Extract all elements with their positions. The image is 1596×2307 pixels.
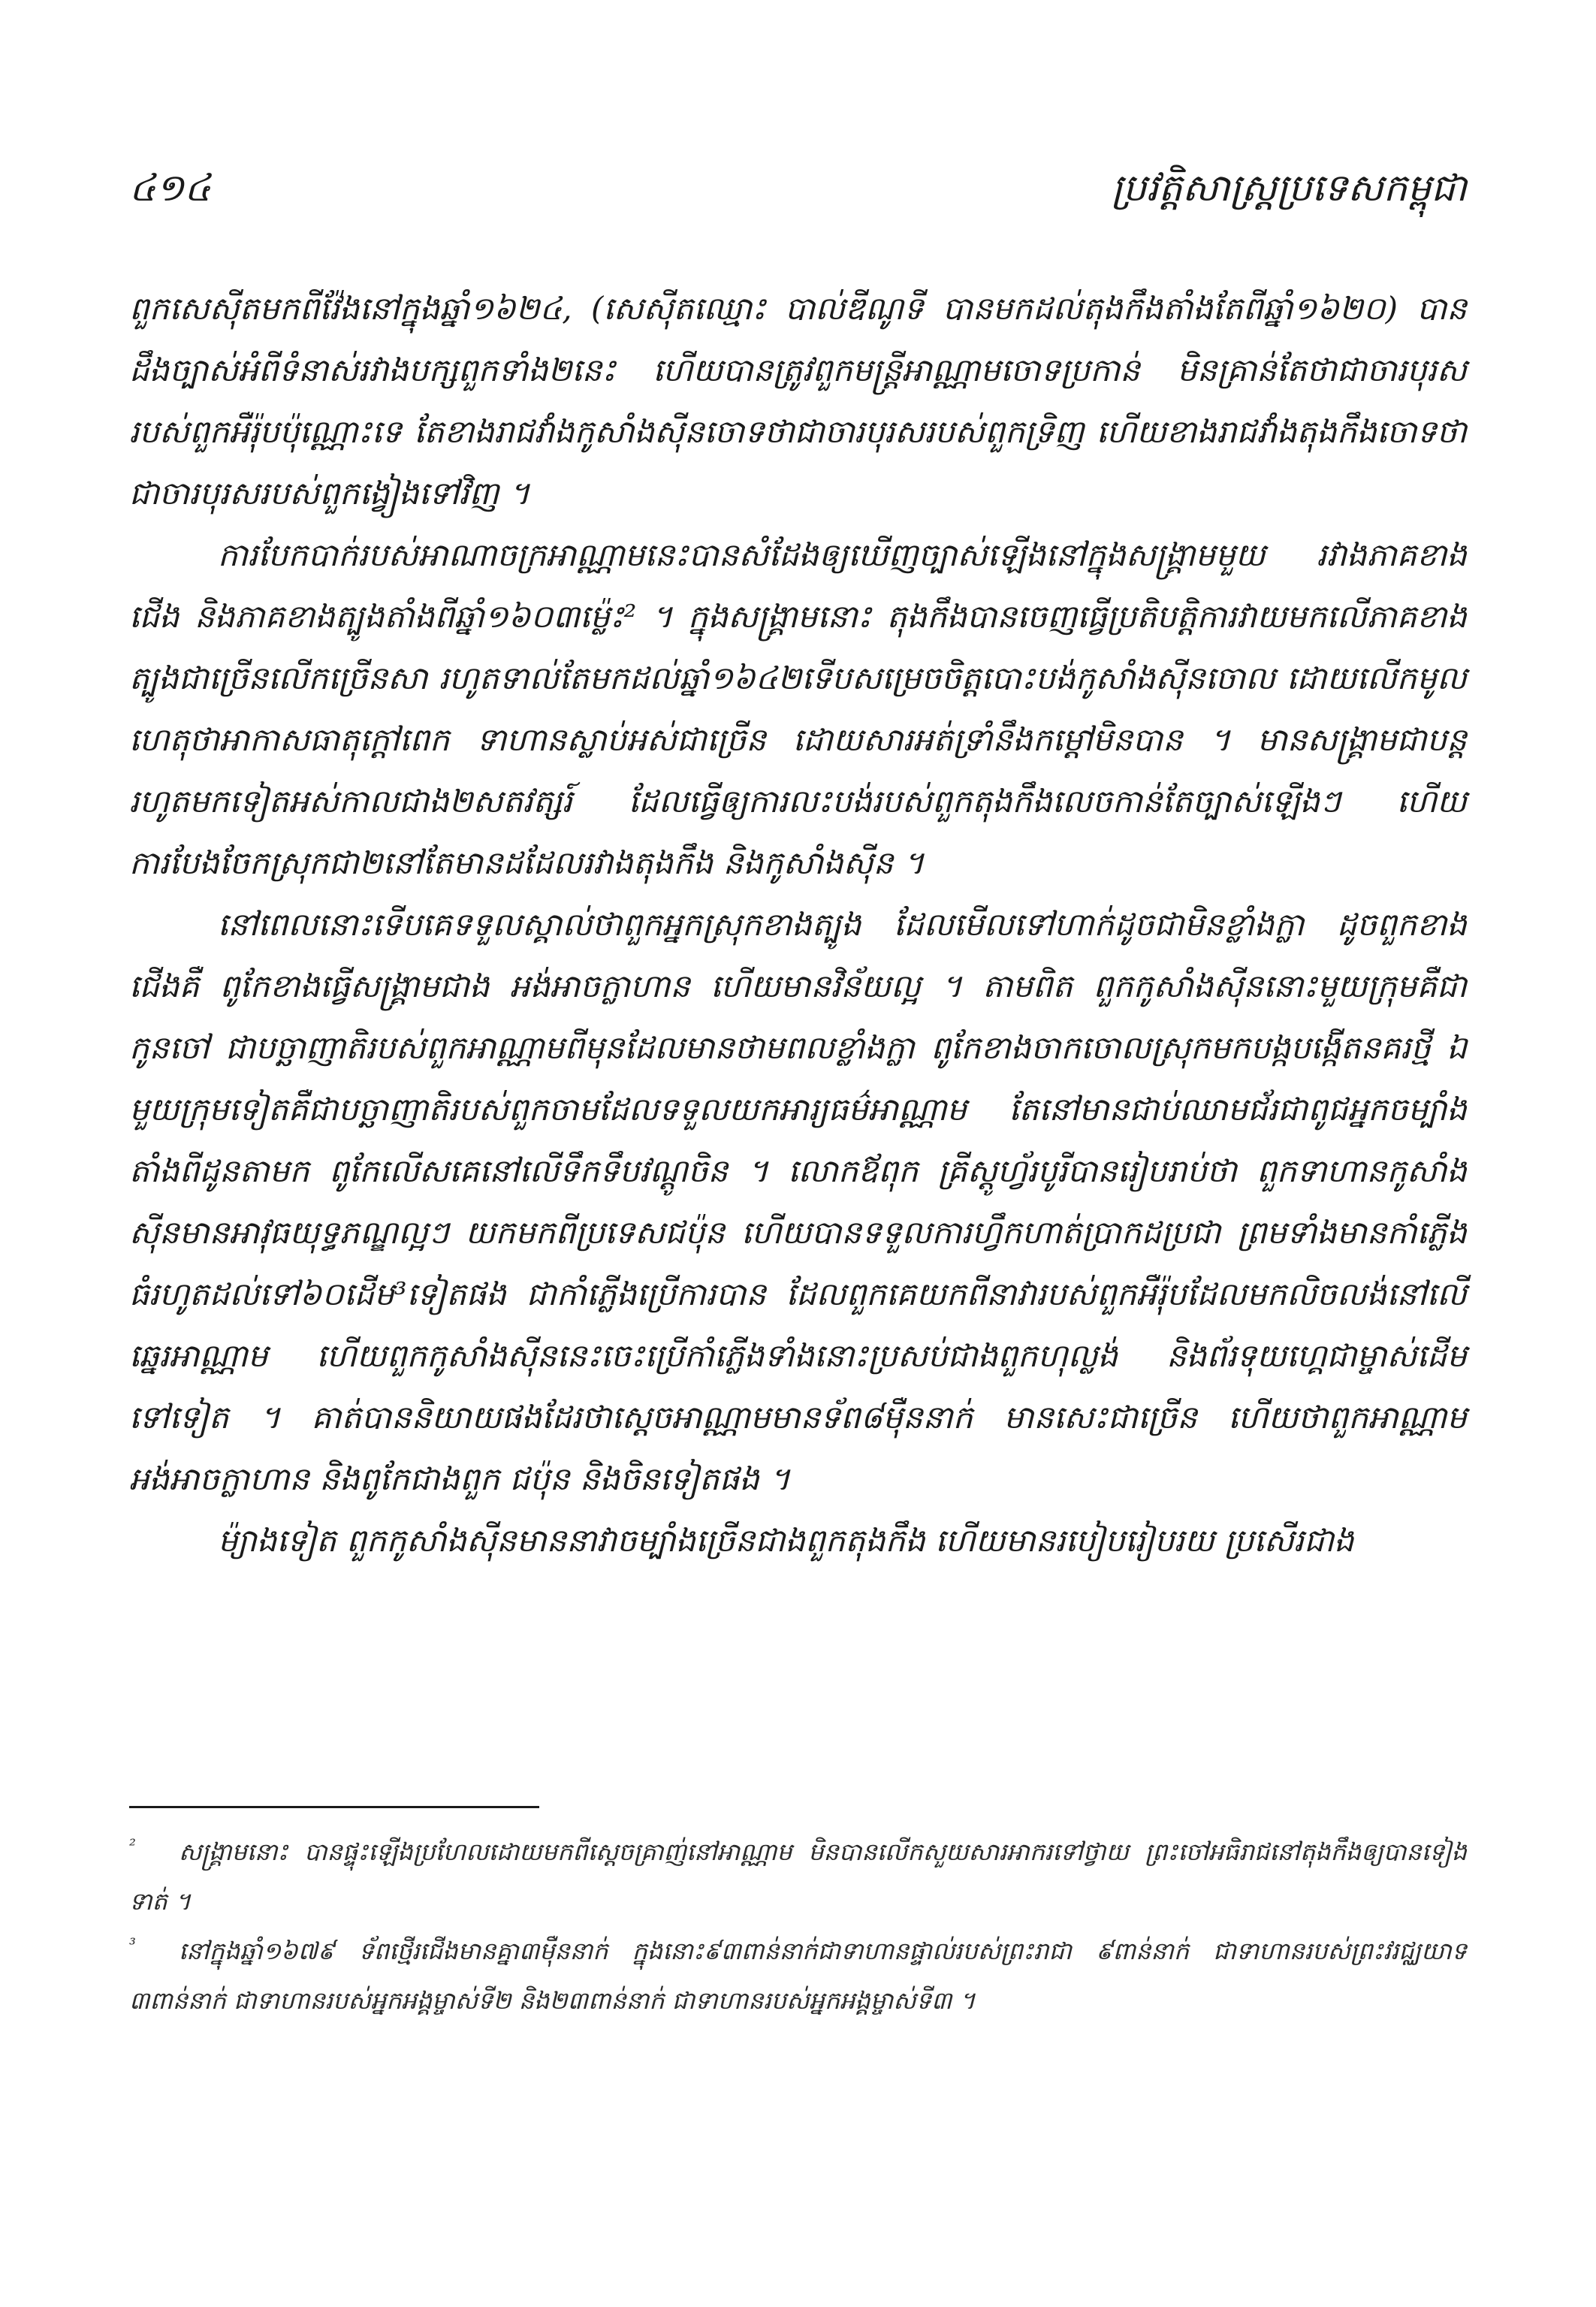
paragraph: ម៉្យាងទៀត ពួកកូសាំងស៊ីនមាននាវាចម្បាំងច្រើនជាងពួកតុងកឹង ហើយមានរបៀបរៀបរយ ប្រសើរជាង	[218, 1522, 1354, 1559]
paragraph-continued: ពួកសេស៊ីតមកពីវ៉ែងនៅក្នុងឆ្នាំ១៦២៤, (សេស៊ីតឈ្មោះ បាល់ឌីណូទី បានមកដល់តុងកឹងតាំងតែពីឆ្នាំ១៦២០) បានដឹងច្បាស់អំពីទំនាស់រវាងបក្សពួកទាំង២នេះ ហើយបានត្រូវពួកមន្ត្រីអាណ្ណាមចោទប្រកាន់ មិនគ្រាន់តែថាជាចារបុរសរបស់ពួកអឺរ៉ុបប៉ុណ្ណោះទេ តែខាងរាជវាំងកូសាំងស៊ីនចោទថាជាចារបុរសរបស់ពួកទ្រិញ ហើយខាងរាជវាំងតុងកឹងចោទថា ជាចារបុរសរបស់ពួកង្វៀងទៅវិញ ។	[129, 290, 1467, 512]
footnote-text: នៅក្នុងឆ្នាំ១៦៧៩ ទ័ពថ្មើរជើងមានគ្នា៣ម៉ឺននាក់ ក្នុងនោះ៩៣ពាន់នាក់ជាទាហានផ្ទាល់របស់ព្រះរាជា ៩ពាន់នាក់ ជាទាហានរបស់ព្រះវរជ្ឈយាទ ៣ពាន់នាក់ ជាទាហានរបស់អ្នកអង្គម្ចាស់ទី២ និង២៣ពាន់នាក់ ជាទាហានរបស់អ្នកអង្គម្ចាស់ទី៣ ។	[129, 1937, 1467, 2015]
footnote: ² សង្គ្រាមនោះ បានផ្ទុះឡើងប្រហែលដោយមកពីស្តេចគ្រាញ់នៅអាណ្ណាម មិនបានលើកសួយសារអាករទៅថ្វាយ ព្រះចៅអធិរាជនៅតុងកឹងឲ្យបានទៀងទាត់ ។	[129, 1837, 1467, 1916]
footnote-divider	[129, 1806, 539, 1808]
footnotes	[129, 1827, 1467, 2025]
footnote-text: សង្គ្រាមនោះ បានផ្ទុះឡើងប្រហែលដោយមកពីស្តេចគ្រាញ់នៅអាណ្ណាម មិនបានលើកសួយសារអាករទៅថ្វាយ ព្រះចៅអធិរាជនៅតុងកឹងឲ្យបានទៀងទាត់ ។	[129, 1837, 1467, 1916]
body-text	[129, 278, 1467, 1572]
page-header	[129, 162, 1467, 214]
running-title: ប្រវត្តិសាស្ត្រប្រទេសកម្ពុជា	[1111, 166, 1467, 210]
paragraph: នៅពេលនោះទើបគេទទួលស្គាល់ថាពួកអ្នកស្រុកខាងត្បូង ដែលមើលទៅហាក់ដូចជាមិនខ្លាំងក្លា ដូចពួកខាងជើងគឺ ពូកែខាងធ្វើសង្គ្រាមជាង អង់អាចក្លាហាន ហើយមានវិន័យល្អ ។ តាមពិត ពួកកូសាំងស៊ីននោះមួយក្រុមគឺជាកូនចៅ ជាបច្ឆាញាតិរបស់ពួកអាណ្ណាមពីមុនដែលមានថាមពលខ្លាំងក្លា ពូកែខាងចាកចោលស្រុកមកបង្កបង្កើតនគរថ្មី ឯមួយក្រុមទៀតគឺជាបច្ឆាញាតិរបស់ពួកចាមដែលទទួលយកអារ្យធម៌អាណ្ណាម តែនៅមានជាប់ឈាមជ័រជាពូជអ្នកចម្បាំងតាំងពីដូនតាមក ពូកែលើសគេនៅលើទឹកទឹបវណ្តូចិន ។ លោកឪពុក គ្រីស្តូហ្វ័របូរីបានរៀបរាប់ថា ពួកទាហានកូសាំងស៊ីនមានអាវុធយុទ្ធភណ្ឌល្អៗ យកមកពីប្រទេសជប៉ុន ហើយបានទទួលការហ្វឹកហាត់ប្រាកដប្រជា ព្រមទាំងមានកាំភ្លើងធំរហូតដល់ទៅ៦០ដើម³ទៀតផង ជាកាំភ្លើងប្រើការបាន ដែលពួកគេយកពីនាវារបស់ពួកអឺរ៉ុបដែលមកលិចលង់នៅលើឆ្នេរអាណ្ណាម ហើយពួកកូសាំងស៊ីននេះចេះប្រើកាំភ្លើងទាំងនោះប្រសប់ជាងពួកហុល្លង់ និងព័រទុយហ្គេជាម្ចាស់ដើមទៅទៀត ។ គាត់បាននិយាយផងដែរថាស្តេចអាណ្ណាមមានទ័ព៨ម៉ឺននាក់ មានសេះជាច្រើន ហើយថាពួកអាណ្ណាមអង់អាចក្លាហាន និងពូកែជាងពួក ជប៉ុន និងចិនទៀតផង ។	[129, 906, 1467, 1497]
paragraph: ការបែកបាក់របស់អាណាចក្រអាណ្ណាមនេះបានសំដែងឲ្យឃើញច្បាស់ឡើងនៅក្នុងសង្គ្រាមមួយ រវាងភាគខាងជើង និងភាគខាងត្បូងតាំងពីឆ្នាំ១៦០៣ម៉្លេះ² ។ ក្នុងសង្គ្រាមនោះ តុងកឹងបានចេញធ្វើប្រតិបត្តិការវាយមកលើភាគខាងត្បូងជាច្រើនលើកច្រើនសា រហូតទាល់តែមកដល់ឆ្នាំ១៦៤២ទើបសម្រេចចិត្តបោះបង់កូសាំងស៊ីនចោល ដោយលើកមូលហេតុថាអាកាសធាតុក្តៅពេក ទាហានស្លាប់អស់ជាច្រើន ដោយសារអត់ទ្រាំនឹងកម្តៅមិនបាន ។ មានសង្គ្រាមជាបន្តរហូតមកទៀតអស់កាលជាង២សតវត្សរ៍ ដែលធ្វើឲ្យការលះបង់របស់ពួកតុងកឹងលេចកាន់តែច្បាស់ឡើងៗ ហើយការបែងចែកស្រុកជា២នៅតែមានដដែលរវាងតុងកឹង និងកូសាំងស៊ីន ។	[129, 536, 1467, 881]
footnote: ³ នៅក្នុងឆ្នាំ១៦៧៩ ទ័ពថ្មើរជើងមានគ្នា៣ម៉ឺននាក់ ក្នុងនោះ៩៣ពាន់នាក់ជាទាហានផ្ទាល់របស់ព្រះរាជា ៩ពាន់នាក់ ជាទាហានរបស់ព្រះវរជ្ឈយាទ ៣ពាន់នាក់ ជាទាហានរបស់អ្នកអង្គម្ចាស់ទី២ និង២៣ពាន់នាក់ ជាទាហានរបស់អ្នកអង្គម្ចាស់ទី៣ ។	[129, 1936, 1467, 2015]
page-number: ៤១៤	[129, 166, 211, 210]
